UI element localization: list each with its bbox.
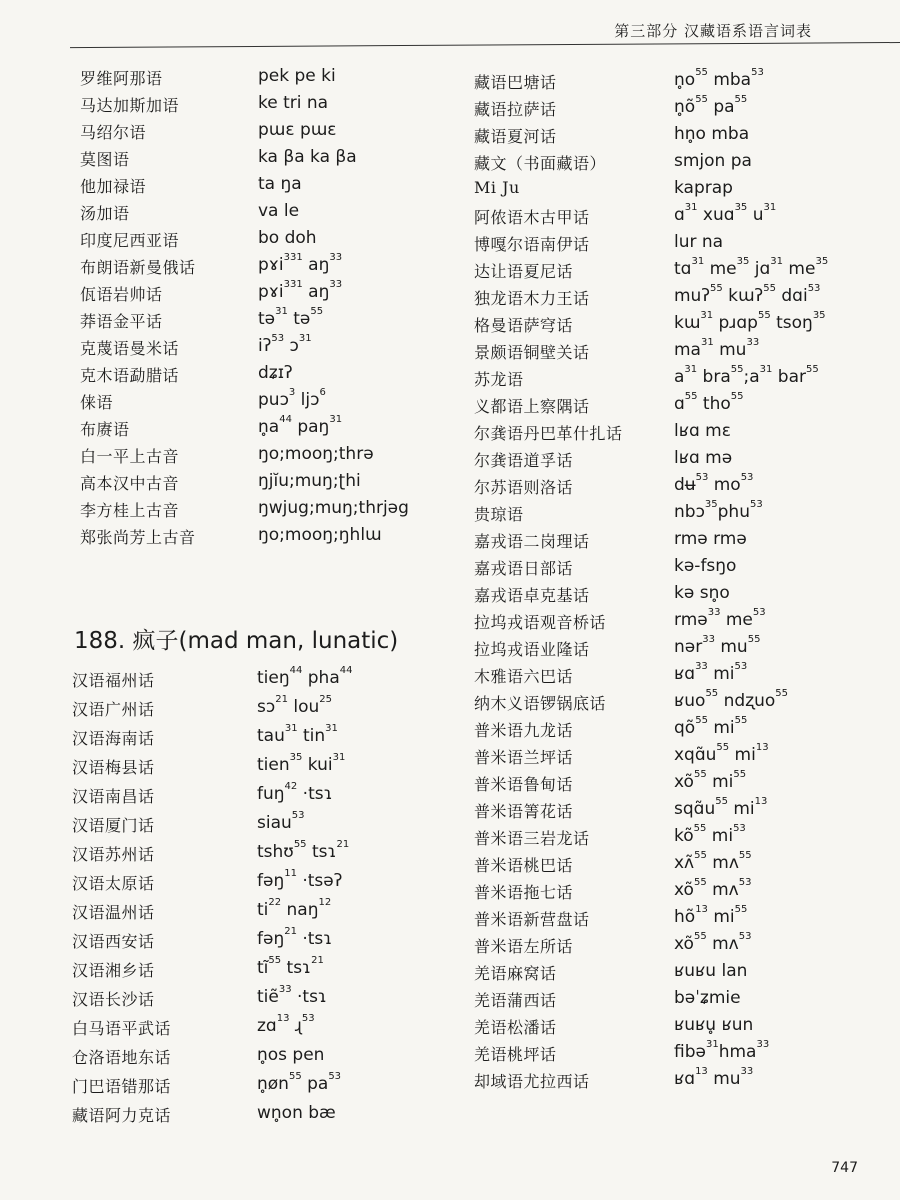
word-form: sɔ$^{21}$ lou$^{25}$	[257, 694, 332, 717]
word-form: smjon pa	[674, 151, 752, 171]
entry-row	[80, 387, 460, 417]
language-name: 藏文（书面藏语）	[474, 154, 607, 173]
language-name: 汤加语	[80, 204, 130, 223]
entry-row	[80, 525, 460, 552]
entry-row	[474, 202, 874, 232]
language-name: 独龙语木力王话	[474, 289, 590, 308]
word-form: n̥os pen	[257, 1045, 325, 1065]
language-name: 罗维阿那语	[80, 69, 163, 88]
language-name: 汉语温州话	[72, 903, 155, 922]
word-form: $xõ^{55}$ mʌ$^{53}$	[674, 931, 752, 954]
language-name: 汉语太原话	[72, 874, 155, 893]
language-name: 普米语兰坪话	[474, 748, 574, 767]
entry-row	[80, 306, 460, 336]
page-number: 747	[831, 1160, 858, 1176]
word-form: $a^{31}$ $bra^{55};a^{31}$ bar$^{55}$	[674, 364, 819, 387]
language-name: 博嘎尔语南伊话	[474, 235, 590, 254]
entry-row	[80, 120, 460, 147]
entry-row	[72, 868, 452, 900]
language-name: 木雅语六巴话	[474, 667, 574, 686]
entry-row	[474, 988, 874, 1015]
language-name: 贵琼语	[474, 505, 524, 524]
language-name: 汉语长沙话	[72, 990, 155, 1009]
word-form: $xõ^{55}$ mʌ$^{53}$	[674, 877, 752, 900]
entry-row	[474, 337, 874, 367]
right-column	[474, 67, 874, 1096]
entry-row	[474, 499, 874, 529]
word-form: fuŋ$^{42}$ ·tsɿ	[257, 781, 333, 804]
word-form: ŋwjug;muŋ;thrjəg	[258, 498, 409, 518]
entry-row	[474, 256, 874, 286]
entry-row	[474, 583, 874, 610]
language-name: 拉坞戎语观音桥话	[474, 613, 607, 632]
language-name: 克蔑语曼米话	[80, 339, 180, 358]
language-name: 汉语福州话	[72, 671, 155, 690]
word-form: ŋjĭu;muŋ;ʈhi	[258, 471, 361, 491]
language-name: 羌语桃坪话	[474, 1045, 557, 1064]
entry-row	[80, 444, 460, 471]
entry-row	[474, 1015, 874, 1042]
section-title: 188. 疯子(mad man, lunatic)	[74, 628, 399, 654]
word-form: tau$^{31}$ tin$^{31}$	[257, 723, 338, 746]
language-name: 俫语	[80, 393, 114, 412]
language-name: 郑张尚芳上古音	[80, 528, 196, 547]
language-name: 莽语金平话	[80, 312, 163, 331]
entry-row	[474, 232, 874, 259]
word-form: tiẽ$^{33}$ ·tsɿ	[257, 984, 327, 1007]
language-name: 羌语松潘话	[474, 1018, 557, 1037]
word-form: pek pe ki	[258, 66, 336, 86]
entry-row	[474, 67, 874, 97]
language-name: 高本汉中古音	[80, 474, 180, 493]
entry-row	[80, 66, 460, 93]
word-form: kɯ$^{31}$ pɹɑp$^{55}$ tsoŋ$^{35}$	[674, 310, 826, 333]
word-form: pɤi$^{331}$ $aŋ^{33}$	[258, 252, 343, 275]
language-name: 门巴语错那话	[72, 1077, 172, 1096]
entry-row	[474, 742, 874, 772]
entry-row	[72, 1071, 452, 1103]
word-form: muʔ$^{55}$ kɯʔ$^{55}$ dɑi$^{53}$	[674, 283, 821, 306]
language-name: 他加禄语	[80, 177, 147, 196]
language-name: 却域语尤拉西话	[474, 1072, 590, 1091]
language-name: 白马语平武话	[72, 1019, 172, 1038]
entry-row	[80, 498, 460, 525]
language-name: 藏语阿力克话	[72, 1106, 172, 1125]
word-form: hn̥o mba	[674, 124, 750, 144]
entry-row	[80, 93, 460, 120]
entry-row	[72, 1013, 452, 1045]
entry-row	[474, 961, 874, 988]
entry-row	[474, 529, 874, 556]
word-form: fəŋ$^{11}$ ·tsəʔ	[257, 868, 343, 891]
running-head: 第三部分 汉藏语系语言词表	[614, 22, 812, 40]
entry-row	[474, 448, 874, 475]
language-name: 羌语麻窝话	[474, 964, 557, 983]
language-name: 嘉戎语日部话	[474, 559, 574, 578]
entry-row	[80, 279, 460, 309]
word-form: ɑ$^{31}$ xuɑ$^{35}$ $u^{31}$	[674, 202, 777, 225]
language-name: 尔龚语丹巴革什扎话	[474, 424, 623, 443]
word-form: bo doh	[258, 228, 317, 248]
entry-row	[474, 688, 874, 718]
language-name: 普米语新营盘话	[474, 910, 590, 929]
word-form: kaprap	[674, 178, 733, 198]
language-name: 达让语夏尼话	[474, 262, 574, 281]
language-name: 佤语岩帅话	[80, 285, 163, 304]
word-form: $n̥a^{44}$ paŋ$^{31}$	[258, 414, 343, 437]
word-form: $n̥øn^{55}$ $pa^{53}$	[257, 1071, 342, 1094]
language-name: 马绍尔语	[80, 123, 147, 142]
entry-row	[474, 769, 874, 799]
entry-row	[474, 391, 874, 421]
entry-row	[474, 556, 874, 583]
language-name: 普米语鲁甸话	[474, 775, 574, 794]
entry-row	[474, 850, 874, 880]
word-form: nbɔ$^{35}$phu$^{53}$	[674, 499, 763, 522]
language-name: 羌语蒲西话	[474, 991, 557, 1010]
entry-row	[80, 471, 460, 498]
language-name: 尔苏语则洛话	[474, 478, 574, 497]
word-form: pɯɛ pɯɛ	[258, 120, 337, 140]
entry-row	[80, 414, 460, 444]
word-form: $tĩ^{55}$ tsɿ$^{21}$	[257, 955, 324, 978]
word-form: ka βa ka βa	[258, 147, 357, 167]
word-form: tə$^{31}$ tə$^{55}$	[258, 306, 324, 329]
entry-row	[72, 926, 452, 958]
word-form: ɑ$^{55}$ tho$^{55}$	[674, 391, 744, 414]
entry-row	[474, 607, 874, 637]
entry-row	[474, 1066, 874, 1096]
entry-row	[72, 781, 452, 813]
entry-row	[474, 661, 874, 691]
entry-row	[72, 1045, 452, 1074]
word-form: $n̥o^{55}$ mba$^{53}$	[674, 67, 764, 90]
word-form: puɔ$^3$ ljɔ$^6$	[258, 387, 326, 410]
language-name: 普米语左所话	[474, 937, 574, 956]
language-name: 义都语上察隅话	[474, 397, 590, 416]
entry-row	[72, 694, 452, 726]
entry-row	[474, 472, 874, 502]
language-name: 汉语广州话	[72, 700, 155, 719]
entry-row	[80, 333, 460, 363]
word-form: rmə$^{33}$ $me^{53}$	[674, 607, 766, 630]
language-name: 藏语巴塘话	[474, 73, 557, 92]
entry-row	[80, 174, 460, 201]
language-name: 莫图语	[80, 150, 130, 169]
entry-row	[80, 228, 460, 255]
entry-row	[474, 178, 874, 205]
entry-row	[474, 1039, 874, 1069]
entry-row	[72, 839, 452, 871]
entry-row	[72, 984, 452, 1016]
word-form: $xõ^{55}$ $mi^{55}$	[674, 769, 747, 792]
word-form: wn̥on bæ	[257, 1103, 336, 1123]
word-form: tɑ$^{31}$ $me^{35}$ jɑ$^{31}$ $me^{35}$	[674, 256, 829, 279]
language-name: 仓洛语地东话	[72, 1048, 172, 1067]
word-form: dʑɪʔ	[258, 363, 293, 383]
word-form: fibə$^{31}$hma$^{33}$	[674, 1039, 770, 1062]
language-name: 嘉戎语卓克基话	[474, 586, 590, 605]
header-rule	[70, 42, 900, 48]
entry-row	[80, 252, 460, 282]
language-name: 汉语梅县话	[72, 758, 155, 777]
entry-row	[72, 723, 452, 755]
word-form: va le	[258, 201, 300, 221]
word-form: tien$^{35}$ kui$^{31}$	[257, 752, 346, 775]
language-name: 印度尼西亚语	[80, 231, 180, 250]
word-form: $hõ^{13}$ $mi^{55}$	[674, 904, 748, 927]
word-form: $sqɑ̃u^{55}$ $mi^{13}$	[674, 796, 768, 819]
language-name: 拉坞戎语业隆话	[474, 640, 590, 659]
entry-row	[474, 151, 874, 178]
word-form: $ti^{22}$ naŋ$^{12}$	[257, 897, 332, 920]
language-name: Mi Ju	[474, 178, 520, 197]
language-name: 汉语西安话	[72, 932, 155, 951]
language-name: 普米语三岩龙话	[474, 829, 590, 848]
language-name: 尔龚语道孚话	[474, 451, 574, 470]
language-name: 李方桂上古音	[80, 501, 180, 520]
entry-row	[474, 421, 874, 448]
word-form: $ma^{31}$ $mu^{33}$	[674, 337, 760, 360]
word-form: ʁɑ$^{13}$ $mu^{33}$	[674, 1066, 754, 1089]
word-form: ʁuʁu lan	[674, 961, 748, 981]
entry-row	[474, 904, 874, 934]
left-column-bottom	[72, 665, 452, 1132]
language-name: 布朗语新曼俄话	[80, 258, 196, 277]
left-column-top	[80, 66, 460, 552]
entry-row	[72, 665, 452, 697]
entry-row	[474, 94, 874, 124]
word-form: lur na	[674, 232, 724, 252]
language-name: 藏语夏河话	[474, 127, 557, 146]
entry-row	[474, 715, 874, 745]
entry-row	[474, 310, 874, 340]
language-name: 克木语勐腊话	[80, 366, 180, 385]
word-form: lʁɑ mɛ	[674, 421, 731, 441]
entry-row	[474, 796, 874, 826]
word-form: nər$^{33}$ $mu^{55}$	[674, 634, 761, 657]
entry-row	[474, 877, 874, 907]
language-name: 普米语拖七话	[474, 883, 574, 902]
word-form: dʉ$^{53}$ $mo^{53}$	[674, 472, 754, 495]
language-name: 汉语湘乡话	[72, 961, 155, 980]
word-form: iʔ$^{53}$ ɔ$^{31}$	[258, 333, 312, 356]
word-form: $n̥õ^{55}$ $pa^{55}$	[674, 94, 748, 117]
word-form: $qõ^{55}$ $mi^{55}$	[674, 715, 748, 738]
word-form: ta ŋa	[258, 174, 302, 194]
word-form: rmə rmə	[674, 529, 747, 549]
entry-row	[72, 810, 452, 842]
word-form: bəˈʑmie	[674, 988, 741, 1008]
language-name: 景颇语铜壁关话	[474, 343, 590, 362]
entry-row	[80, 147, 460, 174]
word-form: xʌ̃$^{55}$ mʌ$^{55}$	[674, 850, 752, 873]
entry-row	[72, 897, 452, 929]
language-name: 马达加斯加语	[80, 96, 180, 115]
word-form: ŋo;mooŋ;ŋhlɯ	[258, 525, 382, 545]
entry-row	[72, 752, 452, 784]
language-name: 布赓语	[80, 420, 130, 439]
entry-row	[474, 634, 874, 664]
word-form: ʁɑ$^{33}$ $mi^{53}$	[674, 661, 748, 684]
language-name: 白一平上古音	[80, 447, 180, 466]
word-form: tieŋ$^{44}$ pha$^{44}$	[257, 665, 353, 688]
word-form: pɤi$^{331}$ $aŋ^{33}$	[258, 279, 343, 302]
language-name: 汉语苏州话	[72, 845, 155, 864]
entry-row	[474, 823, 874, 853]
word-form: ŋo;mooŋ;thrə	[258, 444, 374, 464]
entry-row	[474, 124, 874, 151]
word-form: lʁɑ mə	[674, 448, 733, 468]
word-form: kə-fsŋo	[674, 556, 737, 576]
language-name: 汉语海南话	[72, 729, 155, 748]
word-form: zɑ$^{13}$ ɻ$^{53}$	[257, 1013, 315, 1036]
language-name: 汉语南昌话	[72, 787, 155, 806]
entry-row	[80, 363, 460, 390]
language-name: 普米语箐花话	[474, 802, 574, 821]
language-name: 嘉戎语二岗理话	[474, 532, 590, 551]
word-form: ʁuʁu̥ ʁun	[674, 1015, 754, 1035]
language-name: 普米语九龙话	[474, 721, 574, 740]
language-name: 阿侬语木古甲话	[474, 208, 590, 227]
word-form: $kõ^{55}$ $mi^{53}$	[674, 823, 746, 846]
entry-row	[72, 955, 452, 987]
entry-row	[474, 283, 874, 313]
word-form: ʁuo$^{55}$ ndʐuo$^{55}$	[674, 688, 788, 711]
word-form: kə sn̥o	[674, 583, 730, 603]
entry-row	[474, 931, 874, 961]
language-name: 格曼语萨穹话	[474, 316, 574, 335]
language-name: 藏语拉萨话	[474, 100, 557, 119]
word-form: fəŋ$^{21}$ ·tsɿ	[257, 926, 333, 949]
word-form: tshʊ$^{55}$ tsɿ$^{21}$	[257, 839, 350, 862]
entry-row	[72, 1103, 452, 1132]
entry-row	[474, 364, 874, 394]
entry-row	[80, 201, 460, 228]
language-name: 普米语桃巴话	[474, 856, 574, 875]
language-name: 苏龙语	[474, 370, 524, 389]
language-name: 纳木义语锣锅底话	[474, 694, 607, 713]
word-form: ke tri na	[258, 93, 329, 113]
language-name: 汉语厦门话	[72, 816, 155, 835]
word-form: $xqɑ̃u^{55}$ $mi^{13}$	[674, 742, 769, 765]
word-form: siau$^{53}$	[257, 810, 305, 833]
